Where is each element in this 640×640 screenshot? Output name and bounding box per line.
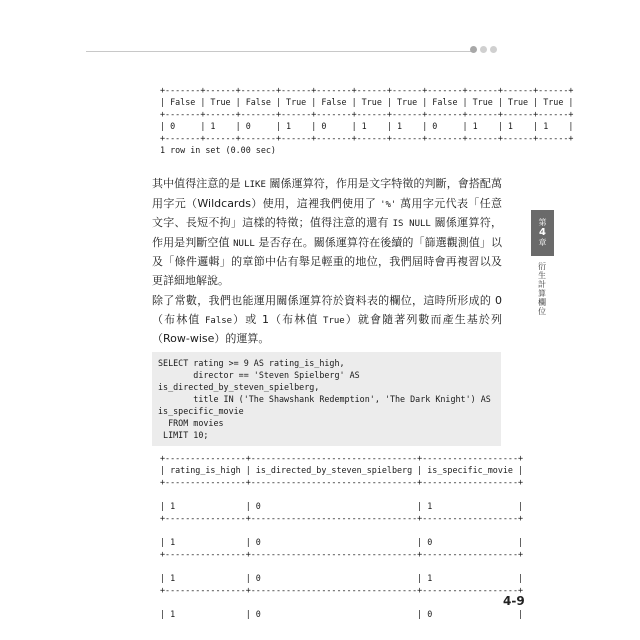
paragraph1-text: 其中值得注意的是 — [152, 177, 245, 190]
inline-code-true: True — [323, 315, 345, 326]
header-rule — [86, 51, 472, 52]
header-dots — [470, 46, 497, 53]
chapter-title: 衍生計算欄位 — [538, 262, 546, 316]
paragraph-column-operators — [152, 292, 502, 349]
paragraph1-text: 關係運算符，作用是文字特徵的判斷，會搭配萬用字元（Wildcards）使用，這裡我們使用了 — [152, 177, 503, 210]
header-dot — [490, 46, 497, 53]
table2-row: | 1 | 0 | 0 | — [160, 537, 524, 547]
chapter-number: 4 — [539, 227, 546, 238]
header-dot — [480, 46, 487, 53]
chapter-tab — [531, 210, 554, 256]
paragraph1-text: 關係運算符，作用是判斷空值 — [152, 216, 503, 249]
table2-border: +----------------+---------------------------------+-------------------+ — [160, 549, 524, 559]
table2-border: +----------------+---------------------------------+-------------------+ — [160, 477, 524, 487]
table2-row: | 1 | 0 | 1 | — [160, 501, 524, 511]
inline-code-wildcard: '%' — [380, 199, 397, 210]
table2-header: | rating_is_high | is_directed_by_steven_spielberg | is_specific_movie | — [160, 465, 524, 475]
page-number: 4-9 — [503, 594, 525, 608]
table1-border-bottom: +-------+------+-------+------+-------+------+------+-------+------+------+------+ — [160, 133, 574, 143]
table1-border-mid: +-------+------+-------+------+-------+------+------+-------+------+------+------+ — [160, 109, 574, 119]
inline-code-null: NULL — [233, 238, 255, 249]
table2-row: | 1 | 0 | 1 | — [160, 573, 524, 583]
table2-border: +----------------+---------------------------------+-------------------+ — [160, 453, 524, 463]
paragraph1-text: 是否存在。關係運算符在後續的「篩選觀測值」以及「條件邏輯」的章節中佔有舉足輕重的地位，我們屆時會再複習以及更詳細地解說。 — [152, 235, 503, 287]
chapter-prefix: 第 — [538, 218, 547, 227]
result-table-1 — [160, 84, 573, 156]
table1-result-line: 1 row in set (0.00 sec) — [160, 145, 276, 155]
table2-border: +----------------+---------------------------------+-------------------+ — [160, 513, 524, 523]
table1-row: | 0 | 1 | 0 | 1 | 0 | 1 | 1 | 0 | 1 | 1 | 1 | — [160, 121, 574, 131]
table2-row: | 1 | 0 | 0 | — [160, 609, 524, 619]
paragraph2-text: 除了常數，我們也能運用關係運算符於資料表的欄位，這時所形成的 0（布林值 — [152, 294, 502, 326]
sql-code-block: SELECT rating >= 9 AS rating_is_high, director == 'Steven Spielberg' AS is_directed_by_steven_spielberg, title IN ('The Shawshank Redemption', 'The Dark Knight') AS is_specific_movie FROM movies LIMIT 10; — [158, 358, 491, 440]
table1-border-top: +-------+------+-------+------+-------+------+------+-------+------+------+------+ — [160, 85, 574, 95]
paragraph-like-operator — [152, 175, 502, 290]
paragraph2-text: ）就會隨著列數而產生基於列（Row-wise）的運算。 — [152, 312, 502, 345]
inline-code-is-null: IS NULL — [392, 219, 431, 229]
paragraph1-text: 萬用字元代表「任意文字、長短不拘」這樣的特徵；值得注意的還有 — [152, 196, 502, 229]
table1-header: | False | True | False | True | False | True | True | False | True | True | True | — [160, 97, 574, 107]
table2-border: +----------------+---------------------------------+-------------------+ — [160, 585, 524, 595]
paragraph2-text: ）或 1（布林值 — [232, 312, 324, 326]
result-table-2 — [160, 452, 523, 620]
inline-code-false: False — [204, 315, 233, 326]
header-dot — [470, 46, 477, 53]
chapter-suffix: 章 — [538, 238, 547, 247]
inline-code-like: LIKE — [244, 180, 266, 190]
